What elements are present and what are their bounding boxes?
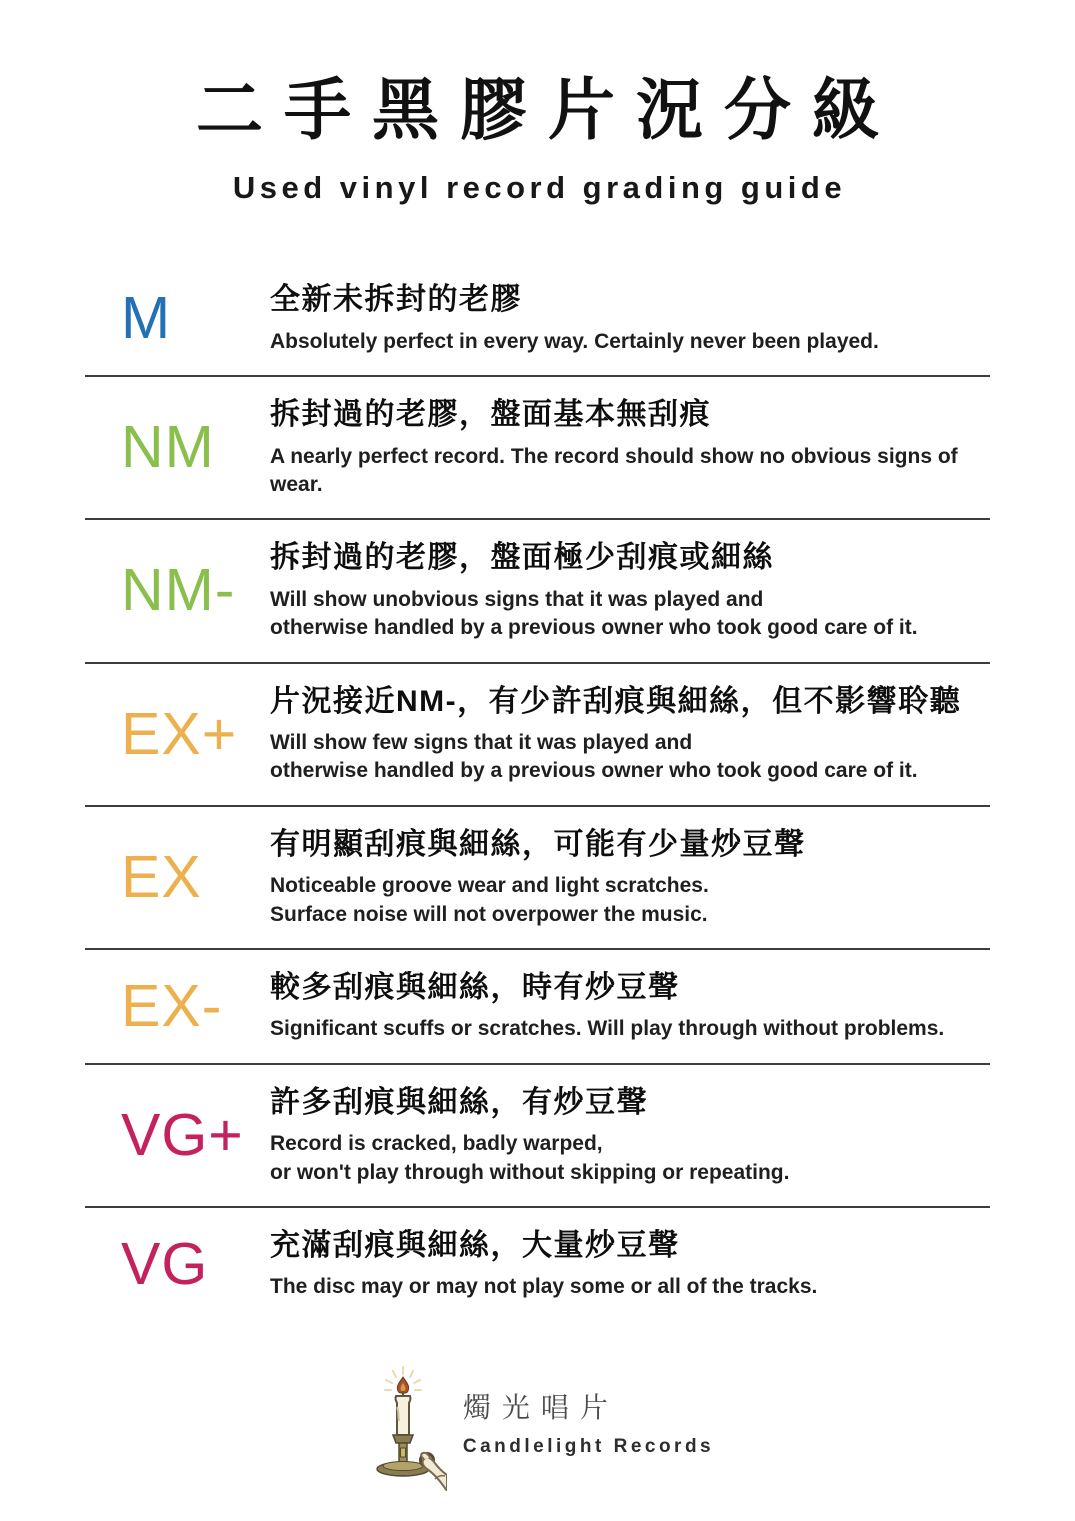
grade-description-zh: 拆封過的老膠，盤面極少刮痕或細絲 — [270, 541, 774, 575]
grade-code: EX — [121, 843, 202, 910]
grade-row-m — [85, 262, 990, 375]
grade-description-zh: 拆封過的老膠，盤面基本無刮痕 — [270, 398, 711, 432]
grade-description-zh: 有明顯刮痕與細絲，可能有少量炒豆聲 — [270, 827, 806, 861]
grade-code: EX+ — [121, 700, 238, 767]
grade-description-en: A nearly perfect record. The record should show no obvious signs of wear. — [270, 444, 958, 497]
grade-row-ex-minus — [85, 950, 990, 1063]
grade-code: M — [121, 285, 172, 352]
grade-description-en: Will show unobvious signs that it was played and otherwise handled by a previous owner who took good care of it. — [270, 587, 918, 640]
grade-code: NM — [121, 414, 215, 481]
grade-code: VG+ — [121, 1101, 244, 1168]
grade-description-en: Record is cracked, badly warped, or won't play through without skipping or repeating. — [270, 1132, 790, 1184]
grade-code: NM- — [121, 557, 236, 624]
grade-row-ex — [85, 807, 990, 948]
brand-footer — [0, 1363, 1075, 1491]
grade-description-zh: 充滿刮痕與細絲，大量炒豆聲 — [270, 1228, 680, 1262]
grade-description-zh: 全新未拆封的老膠 — [270, 283, 522, 317]
poster-header — [0, 0, 1075, 206]
grading-table — [85, 262, 990, 1320]
grade-description-en: The disc may or may not play some or all of the tracks. — [270, 1275, 818, 1299]
grade-row-nm-minus — [85, 520, 990, 661]
grade-code: VG — [121, 1230, 209, 1297]
grade-description-en: Will show few signs that it was played and otherwise handled by a previous owner who took good care of it. — [270, 731, 918, 783]
grade-description-en: Absolutely perfect in every way. Certainly never been played. — [270, 329, 879, 353]
brand-name-zh: 燭光唱片 — [462, 1391, 619, 1423]
page-subtitle: Used vinyl record grading guide — [232, 170, 847, 206]
grade-row-vg-plus — [85, 1065, 990, 1206]
grade-code: EX- — [121, 972, 223, 1039]
grade-row-vg — [85, 1208, 990, 1321]
grade-description-en: Significant scuffs or scratches. Will play through without problems. — [270, 1017, 945, 1041]
page-title: 二手黑膠片況分級 — [196, 73, 900, 148]
grade-row-ex-plus — [85, 664, 990, 805]
brand-name-en: Candlelight Records — [462, 1435, 715, 1457]
grade-description-zh: 片況接近NM-，有少許刮痕與細絲，但不影響聆聽 — [270, 684, 962, 718]
grade-row-nm — [85, 377, 990, 518]
grade-description-en: Noticeable groove wear and light scratches. Surface noise will not overpower the music. — [270, 874, 709, 926]
grade-description-zh: 許多刮痕與細絲，有炒豆聲 — [270, 1085, 648, 1119]
grade-description-zh: 較多刮痕與細絲，時有炒豆聲 — [270, 970, 680, 1004]
hand-held-candlestick-icon — [361, 1363, 447, 1491]
